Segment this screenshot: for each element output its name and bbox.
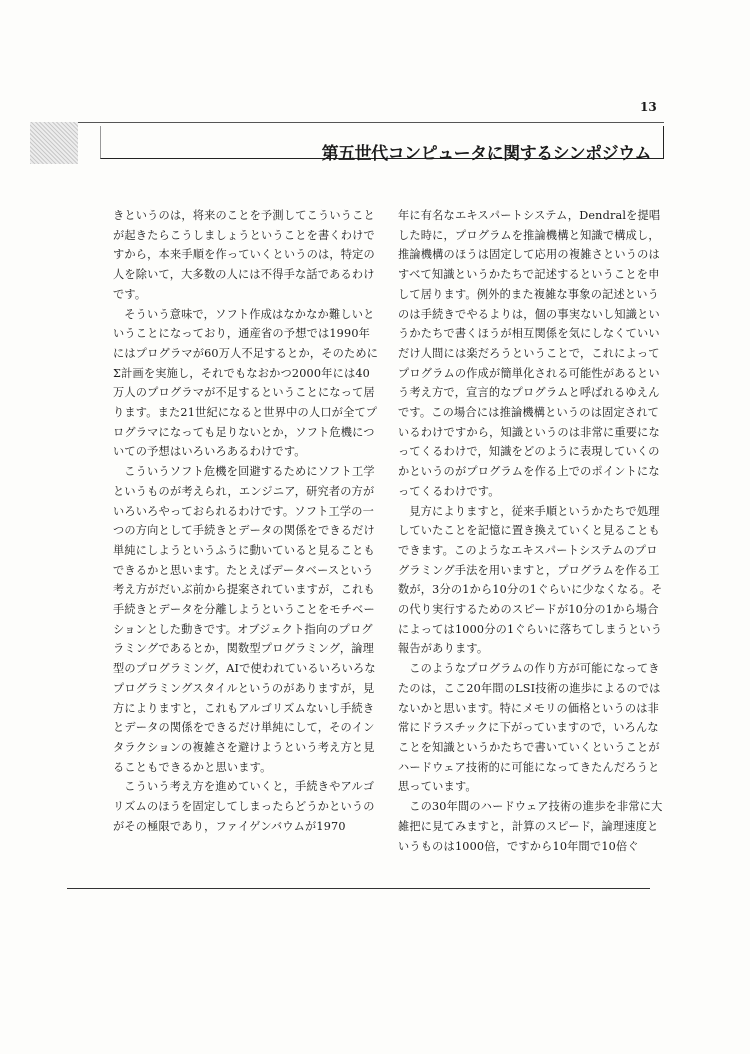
right-column — [398, 206, 666, 856]
footer-rule — [67, 888, 650, 889]
right-paragraph-3: このようなプログラムの作り方が可能になってきたのは，ここ20年間のLSI技術の進歩によるのではないかと思います。特にメモリの価格というのは非常にドラスチックに下がっていますので，いろんなことを知識というかたちで書いていくということがハードウェア技術的に可能になってきたんだろうと思っています。 — [398, 662, 661, 794]
right-paragraph-4: この30年間のハードウェア技術の進歩を非常に大雑把に見てみますと，計算のスピード，論理速度というものは1000倍，ですから10年間で10倍ぐ — [398, 800, 663, 853]
running-header — [30, 122, 664, 164]
left-paragraph-4: こういう考え方を進めていくと，手続きやアルゴリズムのほうを固定してしまったらどうかというのがその極限であり，ファイゲンバウムが1970 — [113, 780, 375, 833]
left-paragraph-1: きというのは，将来のことを予測してこういうことが起きたらこうしましょうということを書くわけですから，本来手順を作っていくというのは，特定の人を除いて，大多数の人には不得手な話であるわけです。 — [113, 209, 375, 301]
left-paragraph-2: そういう意味で，ソフト作成はなかなか難しいということになっており，通産省の予想では1990年にはプログラマが60万人不足するとか，そのためにΣ計画を実施し，それでもなおかつ2000年には40万人のプログラマが不足するということになって居ります。また21世紀になると世界中の人口が全てプログラマになっても足りないとか，ソフト危機についての予想はいろいろあるわけです。 — [113, 307, 379, 459]
left-column — [113, 206, 381, 837]
page-number: 13 — [640, 100, 657, 114]
right-paragraph-2: 見方によりますと，従来手順というかたちで処理していたことを記憶に置き換えていくと見ることもできます。このようなエキスパートシステムのプログラミング手法を用いますと，プログラムを作る工数が，3分の1から10分の1ぐらいに少なくなる。その代り実行するためのスピードが10分の1から場合によっては1000分の1ぐらいに落ちてしまうという報告があります。 — [398, 504, 663, 656]
header-title: 第五世代コンピュータに関するシンポジウム — [321, 144, 651, 164]
right-paragraph-1: 年に有名なエキスパートシステム，Dendralを提唱した時に，プログラムを推論機構と知識で構成し，推論機構のほうは固定して応用の複雑さというのはすべて知識というかたちで記述するということを申して居ります。例外的また複雑な事象の記述というのは手続きでやるよりは，個の事実ないし知識というかたちで書くほうが相互関係を気にしなくていいだけ人間には楽だろうということで，これによってプログラムの作成が簡単化される可能性があるという考え方で，宣言的なプログラムと呼ばれるゆえんです。この場合には推論機構というのは固定されているわけですから，知識というのは非常に重要になってくるわけで，知識をどのように表現していくのかというのがプログラムを作る上でのポイントになってくるわけです。 — [398, 209, 661, 498]
header-shaded-block — [30, 122, 78, 164]
header-top-rule — [78, 122, 664, 123]
left-paragraph-3: こういうソフト危機を回避するためにソフト工学というものが考えられ，エンジニア，研究者の方がいろいろやっておられるわけです。ソフト工学の一つの方向として手続きとデータの関係をできるだけ単純にしようというふうに動いていると見ることもできるかと思います。たとえばデータベースという考え方がだいぶ前から提案されていますが，これも手続きとデータを分離しようということをモチベーションとした動きです。オブジェクト指向のプログラミングであるとか，関数型プログラミング，論理型のプログラミング，AIで使われているいろいろなプログラミングスタイルというのがありますが，見方によりますと，これもアルゴリズムないし手続きとデータの関係をできるだけ単純にして，そのインタラクションの複雑さを避けようという考え方と見ることもできるかと思います。 — [113, 465, 376, 774]
header-frame — [100, 126, 664, 164]
